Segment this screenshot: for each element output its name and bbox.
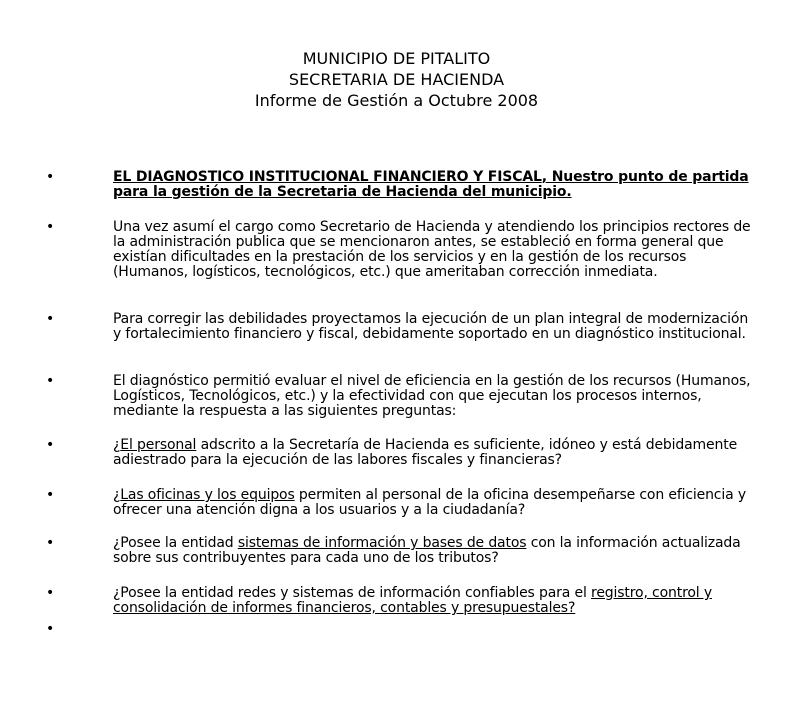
underlined-term: sistemas de información y bases de datos: [237, 535, 527, 551]
header-report-title: Informe de Gestión a Octubre 2008: [254, 91, 539, 110]
list-item-text: El diagnóstico permitió evaluar el nivel de eficiencia en la gestión de los recursos (Humanos, Logísticos, Tecnológicos, etc.) y la efectividad con que ejecutan los procesos internos, mediante la respuesta a las siguientes preguntas:: [113, 373, 751, 419]
document-header: [0, 48, 793, 111]
bullet-icon: •: [46, 437, 55, 453]
list-item-text: ¿Posee la entidad sistemas de información y bases de datos con la información actualizada sobre sus contribuyentes para cada uno de los tributos?: [113, 535, 741, 566]
bullet-icon: •: [46, 169, 55, 185]
list-item-text: ¿El personal adscrito a la Secretaría de Hacienda es suficiente, idóneo y está debidamente adiestrado para la ejecución de las labores fiscales y financieras?: [113, 437, 738, 468]
underlined-term: Las oficinas y los equipos: [120, 487, 295, 503]
header-municipality: MUNICIPIO DE PITALITO: [302, 49, 491, 68]
list-item-text: ¿Las oficinas y los equipos permiten al personal de la oficina desempeñarse con eficiencia y ofrecer una atención digna a los usuarios y a la ciudadanía?: [113, 487, 746, 518]
diagnostic-title: EL DIAGNOSTICO INSTITUCIONAL FINANCIERO Y FISCAL: [113, 169, 542, 185]
diagnostic-subtitle: , Nuestro punto de partida para la gestión de la Secretaria de Hacienda del municipio.: [113, 169, 749, 200]
bullet-icon: •: [46, 487, 55, 503]
bullet-icon: •: [46, 621, 55, 637]
bullet-icon: •: [46, 585, 55, 601]
list-item-text: Una vez asumí el cargo como Secretario de Hacienda y atendiendo los principios rectores de la administración publica que se mencionaron antes, se estableció en forma general que existían dificultades en la prestación de los servicios y en la gestión de los recursos (Humanos, logísticos, tecnológicos, etc.) que ameritaban corrección inmediata.: [113, 219, 751, 280]
bullet-icon: •: [46, 535, 55, 551]
bullet-icon: •: [46, 373, 55, 389]
underlined-term: registro, control y consolidación de informes financieros, contables y presupuestales?: [113, 585, 712, 616]
underlined-term: El personal: [120, 437, 197, 453]
list-item-text: ¿Posee la entidad redes y sistemas de información confiables para el registro, control y consolidación de informes financieros, contables y presupuestales?: [113, 585, 712, 616]
list-item-text: [113, 170, 753, 200]
bullet-icon: •: [46, 219, 55, 235]
header-department: SECRETARIA DE HACIENDA: [288, 70, 505, 89]
bullet-icon: •: [46, 311, 55, 327]
list-item-text: Para corregir las debilidades proyectamos la ejecución de un plan integral de modernización y fortalecimiento financiero y fiscal, debidamente soportado en un diagnóstico institucional.: [113, 311, 749, 342]
